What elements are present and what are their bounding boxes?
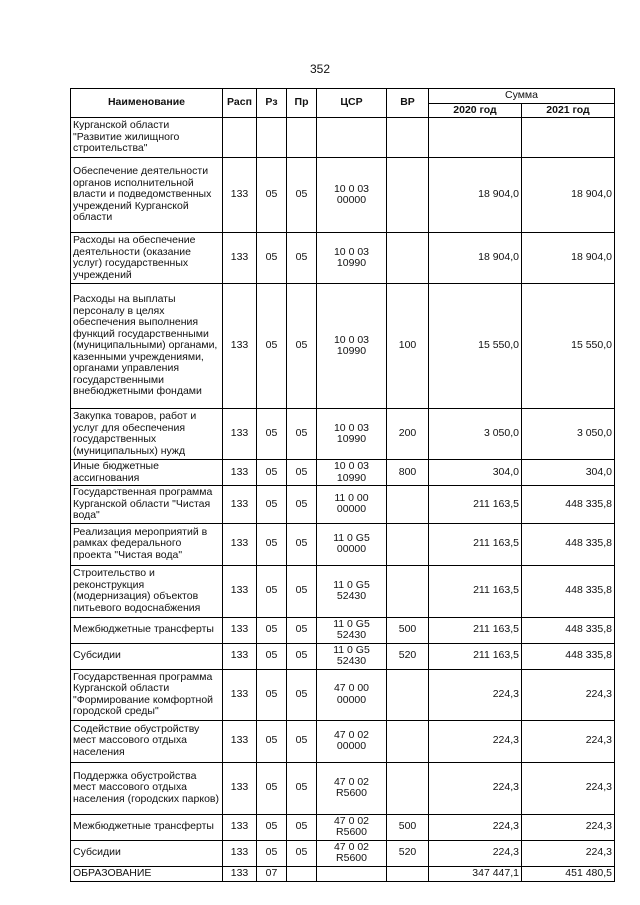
table-row <box>71 565 615 617</box>
cell-csr <box>317 866 387 881</box>
cell-name: Расходы на выплаты персоналу в целях обеспечения выполнения функций государственными (муниципальными) органами, казенными учреждениями, органами управления государственными внебюджетными фондами <box>71 284 223 409</box>
cell-sum-2020: 18 904,0 <box>429 233 522 284</box>
table-row <box>71 158 615 233</box>
header-name: Наименование <box>71 89 223 118</box>
cell-rasp: 133 <box>223 565 257 617</box>
table-row <box>71 460 615 486</box>
cell-rasp: 133 <box>223 523 257 565</box>
cell-csr: 10 0 03 10990 <box>317 233 387 284</box>
table-row <box>71 284 615 409</box>
table-row <box>71 486 615 524</box>
cell-rz: 05 <box>257 617 287 643</box>
cell-rz: 05 <box>257 720 287 762</box>
cell-csr: 47 0 02 R5600 <box>317 762 387 814</box>
cell-pr: 05 <box>287 643 317 669</box>
cell-name: Межбюджетные трансферты <box>71 617 223 643</box>
cell-vr <box>387 762 429 814</box>
cell-rz: 05 <box>257 669 287 720</box>
cell-vr <box>387 866 429 881</box>
cell-sum-2020: 224,3 <box>429 669 522 720</box>
cell-name: Курганской области "Развитие жилищного строительства" <box>71 118 223 158</box>
cell-pr: 05 <box>287 486 317 524</box>
cell-rz: 05 <box>257 840 287 866</box>
cell-csr: 11 0 G5 52430 <box>317 643 387 669</box>
cell-sum-2020: 211 163,5 <box>429 565 522 617</box>
cell-pr: 05 <box>287 814 317 840</box>
cell-sum-2020 <box>429 118 522 158</box>
cell-pr: 05 <box>287 720 317 762</box>
cell-pr: 05 <box>287 617 317 643</box>
cell-vr: 500 <box>387 617 429 643</box>
cell-csr: 10 0 03 10990 <box>317 284 387 409</box>
cell-vr: 100 <box>387 284 429 409</box>
cell-pr: 05 <box>287 409 317 460</box>
cell-vr <box>387 233 429 284</box>
cell-rasp: 133 <box>223 158 257 233</box>
cell-pr: 05 <box>287 460 317 486</box>
cell-csr <box>317 118 387 158</box>
cell-rz: 05 <box>257 814 287 840</box>
table-row <box>71 720 615 762</box>
cell-rasp: 133 <box>223 460 257 486</box>
cell-rasp <box>223 118 257 158</box>
cell-csr: 47 0 02 00000 <box>317 720 387 762</box>
cell-pr: 05 <box>287 284 317 409</box>
cell-name: Межбюджетные трансферты <box>71 814 223 840</box>
cell-sum-2020: 211 163,5 <box>429 486 522 524</box>
header-year-2020: 2020 год <box>429 103 522 118</box>
cell-vr <box>387 720 429 762</box>
cell-sum-2020: 304,0 <box>429 460 522 486</box>
table-header <box>71 89 615 118</box>
cell-sum-2020: 15 550,0 <box>429 284 522 409</box>
table-row <box>71 814 615 840</box>
table-row <box>71 617 615 643</box>
cell-rz: 05 <box>257 643 287 669</box>
table-row <box>71 643 615 669</box>
cell-sum-2020: 224,3 <box>429 720 522 762</box>
cell-sum-2020: 18 904,0 <box>429 158 522 233</box>
cell-name: Субсидии <box>71 840 223 866</box>
cell-pr: 05 <box>287 565 317 617</box>
cell-rasp: 133 <box>223 669 257 720</box>
cell-pr: 05 <box>287 233 317 284</box>
cell-rz <box>257 118 287 158</box>
cell-rasp: 133 <box>223 409 257 460</box>
cell-csr: 11 0 G5 00000 <box>317 523 387 565</box>
cell-name: Субсидии <box>71 643 223 669</box>
header-rz: Рз <box>257 89 287 118</box>
cell-sum-2021: 448 335,8 <box>522 617 615 643</box>
cell-pr: 05 <box>287 523 317 565</box>
cell-rasp: 133 <box>223 233 257 284</box>
cell-sum-2021: 448 335,8 <box>522 523 615 565</box>
cell-vr <box>387 523 429 565</box>
table-row <box>71 762 615 814</box>
table-body <box>71 118 615 882</box>
cell-sum-2021: 451 480,5 <box>522 866 615 881</box>
cell-sum-2021: 448 335,8 <box>522 565 615 617</box>
cell-vr <box>387 118 429 158</box>
cell-name: Обеспечение деятельности органов исполнительной власти и подведомственных учреждений Курганской области <box>71 158 223 233</box>
cell-rz: 05 <box>257 762 287 814</box>
cell-csr: 11 0 G5 52430 <box>317 617 387 643</box>
cell-sum-2021: 224,3 <box>522 814 615 840</box>
cell-name: Содействие обустройству мест массового отдыха населения <box>71 720 223 762</box>
cell-vr: 500 <box>387 814 429 840</box>
cell-rz: 05 <box>257 565 287 617</box>
cell-vr <box>387 565 429 617</box>
header-csr: ЦСР <box>317 89 387 118</box>
cell-csr: 47 0 00 00000 <box>317 669 387 720</box>
cell-rasp: 133 <box>223 486 257 524</box>
cell-rasp: 133 <box>223 720 257 762</box>
cell-sum-2021: 18 904,0 <box>522 233 615 284</box>
cell-rasp: 133 <box>223 617 257 643</box>
cell-name: Государственная программа Курганской области "Формирование комфортной городской среды" <box>71 669 223 720</box>
cell-sum-2021: 224,3 <box>522 669 615 720</box>
table-row <box>71 840 615 866</box>
cell-rz: 05 <box>257 284 287 409</box>
cell-csr: 11 0 00 00000 <box>317 486 387 524</box>
page-number: 352 <box>309 62 331 76</box>
cell-sum-2021: 448 335,8 <box>522 643 615 669</box>
cell-vr: 520 <box>387 840 429 866</box>
cell-rasp: 133 <box>223 840 257 866</box>
cell-rz: 05 <box>257 486 287 524</box>
cell-name: Расходы на обеспечение деятельности (оказание услуг) государственных учреждений <box>71 233 223 284</box>
header-vr: ВР <box>387 89 429 118</box>
cell-sum-2020: 347 447,1 <box>429 866 522 881</box>
cell-name: Строительство и реконструкция (модернизация) объектов питьевого водоснабжения <box>71 565 223 617</box>
cell-name: Иные бюджетные ассигнования <box>71 460 223 486</box>
header-year-2021: 2021 год <box>522 103 615 118</box>
cell-vr: 800 <box>387 460 429 486</box>
cell-sum-2021: 448 335,8 <box>522 486 615 524</box>
cell-name: ОБРАЗОВАНИЕ <box>71 866 223 881</box>
cell-vr <box>387 669 429 720</box>
header-rasp: Расп <box>223 89 257 118</box>
cell-sum-2021: 15 550,0 <box>522 284 615 409</box>
cell-pr <box>287 118 317 158</box>
header-sum: Сумма <box>429 89 615 104</box>
cell-csr: 11 0 G5 52430 <box>317 565 387 617</box>
budget-table <box>70 88 615 882</box>
cell-vr <box>387 158 429 233</box>
table-row <box>71 409 615 460</box>
cell-name: Закупка товаров, работ и услуг для обеспечения государственных (муниципальных) нужд <box>71 409 223 460</box>
cell-name: Поддержка обустройства мест массового отдыха населения (городских парков) <box>71 762 223 814</box>
cell-sum-2021: 3 050,0 <box>522 409 615 460</box>
cell-rz: 05 <box>257 523 287 565</box>
cell-csr: 10 0 03 00000 <box>317 158 387 233</box>
table-row <box>71 118 615 158</box>
cell-sum-2020: 211 163,5 <box>429 617 522 643</box>
cell-pr: 05 <box>287 669 317 720</box>
cell-csr: 47 0 02 R5600 <box>317 814 387 840</box>
table-row <box>71 866 615 881</box>
cell-sum-2021: 224,3 <box>522 762 615 814</box>
cell-rz: 07 <box>257 866 287 881</box>
cell-rz: 05 <box>257 409 287 460</box>
cell-sum-2020: 3 050,0 <box>429 409 522 460</box>
cell-pr: 05 <box>287 840 317 866</box>
cell-sum-2020: 224,3 <box>429 814 522 840</box>
cell-pr: 05 <box>287 158 317 233</box>
cell-sum-2021: 18 904,0 <box>522 158 615 233</box>
cell-rz: 05 <box>257 158 287 233</box>
cell-sum-2020: 211 163,5 <box>429 523 522 565</box>
cell-csr: 10 0 03 10990 <box>317 460 387 486</box>
cell-sum-2020: 224,3 <box>429 762 522 814</box>
cell-rz: 05 <box>257 460 287 486</box>
cell-sum-2021: 304,0 <box>522 460 615 486</box>
cell-rz: 05 <box>257 233 287 284</box>
table-row <box>71 523 615 565</box>
cell-pr <box>287 866 317 881</box>
cell-rasp: 133 <box>223 762 257 814</box>
cell-rasp: 133 <box>223 284 257 409</box>
cell-vr: 520 <box>387 643 429 669</box>
cell-sum-2021: 224,3 <box>522 720 615 762</box>
cell-sum-2021 <box>522 118 615 158</box>
cell-rasp: 133 <box>223 643 257 669</box>
cell-sum-2020: 211 163,5 <box>429 643 522 669</box>
cell-sum-2020: 224,3 <box>429 840 522 866</box>
cell-rasp: 133 <box>223 814 257 840</box>
table-row <box>71 669 615 720</box>
cell-csr: 47 0 02 R5600 <box>317 840 387 866</box>
header-pr: Пр <box>287 89 317 118</box>
cell-name: Государственная программа Курганской области "Чистая вода" <box>71 486 223 524</box>
table-row <box>71 233 615 284</box>
cell-rasp: 133 <box>223 866 257 881</box>
cell-sum-2021: 224,3 <box>522 840 615 866</box>
cell-name: Реализация мероприятий в рамках федерального проекта "Чистая вода" <box>71 523 223 565</box>
cell-vr <box>387 486 429 524</box>
cell-vr: 200 <box>387 409 429 460</box>
cell-pr: 05 <box>287 762 317 814</box>
cell-csr: 10 0 03 10990 <box>317 409 387 460</box>
